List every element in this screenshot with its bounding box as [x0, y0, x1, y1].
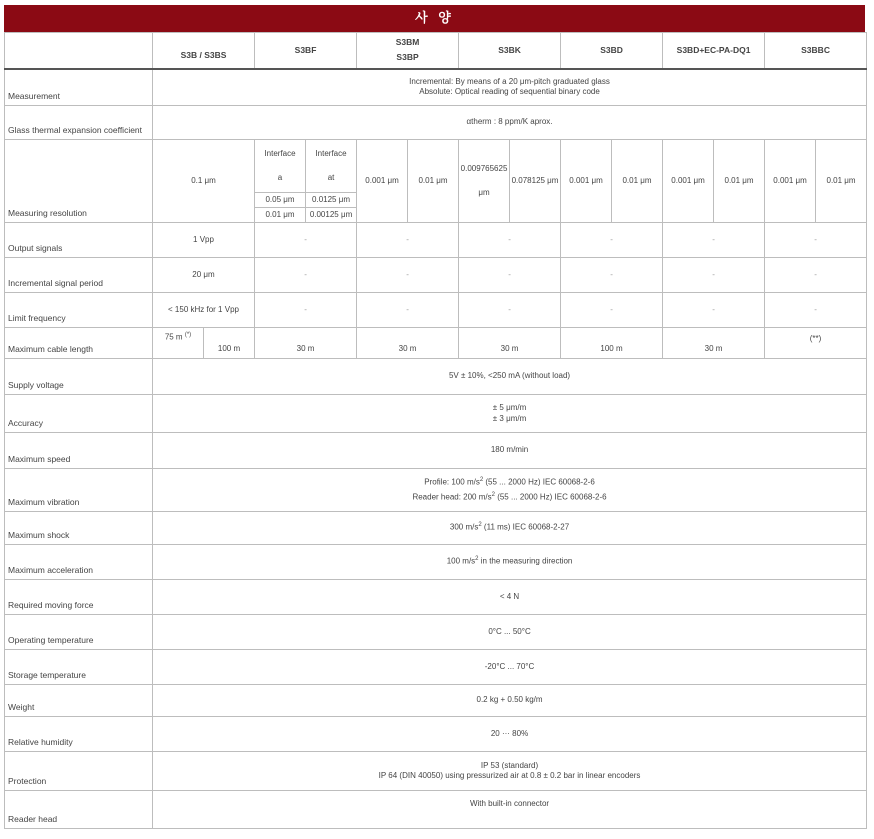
cell-text: Interface [264, 148, 296, 158]
force-value: < 4 N [153, 580, 867, 615]
resolution-s3bdec-b: 0.01 μm [714, 140, 765, 223]
row-accuracy [5, 395, 867, 433]
cable-s3bk: 30 m [459, 328, 561, 359]
vibration-line [154, 492, 865, 503]
resolution-s3b: 0.1 μm [153, 140, 255, 223]
limit-dash: - [357, 293, 459, 328]
row-measurement [5, 69, 867, 106]
resolution-s3bd-b: 0.01 μm [612, 140, 663, 223]
cable-s3bm: 30 m [357, 328, 459, 359]
cell-text: Profile: 100 m/s [424, 477, 480, 487]
resolution-s3bbc-b: 0.01 μm [816, 140, 867, 223]
row-label: Maximum cable length [5, 328, 153, 359]
row-label: Maximum vibration [5, 469, 153, 512]
row-output [5, 223, 867, 258]
spec-title-bar: 사 양 [4, 5, 865, 32]
protection-value [153, 752, 867, 791]
row-label: Measuring resolution [5, 140, 153, 223]
resolution-s3bm-a: 0.001 μm [357, 140, 408, 223]
row-thermal [5, 106, 867, 140]
supply-value: 5V ± 10%, <250 mA (without load) [153, 359, 867, 395]
row-label: Storage temperature [5, 650, 153, 685]
cable-s3bd: 100 m [561, 328, 663, 359]
cell-text: 300 m/s [449, 523, 479, 533]
header-row [5, 33, 867, 69]
resolution-s3bk-b: 0.078125 μm [510, 140, 561, 223]
col-header-s3b: S3B / S3BS [153, 33, 255, 69]
col-header-s3bf: S3BF [255, 33, 357, 69]
cell-text: 75 m [164, 332, 183, 342]
output-dash: - [765, 223, 867, 258]
resolution-s3bf-a-v1: 0.05 μm [255, 193, 306, 208]
row-label: Maximum shock [5, 512, 153, 545]
reader-value: With built-in connector [153, 791, 867, 829]
row-label: Required moving force [5, 580, 153, 615]
resolution-s3bdec-a: 0.001 μm [663, 140, 714, 223]
spec-sheet [4, 5, 865, 829]
col-header-s3bm [357, 33, 459, 69]
acceleration-value [153, 545, 867, 580]
row-supply [5, 359, 867, 395]
sttemp-value: -20°C ... 70°C [153, 650, 867, 685]
spec-table [4, 32, 867, 829]
period-dash: - [663, 258, 765, 293]
superscript: 2 [479, 476, 484, 483]
period-dash: - [765, 258, 867, 293]
row-vibration [5, 469, 867, 512]
resolution-s3bf-interface-at [306, 140, 357, 193]
superscript: 2 [491, 492, 495, 498]
row-label: Maximum speed [5, 433, 153, 469]
vibration-line [154, 477, 865, 488]
header-corner [5, 33, 153, 69]
protection-line: IP 64 (DIN 40050) using pressurized air at 0.8 ± 0.2 bar in linear encoders [378, 771, 641, 780]
cell-text: Interface [315, 148, 347, 158]
row-label: Relative humidity [5, 717, 153, 752]
limit-dash: - [663, 293, 765, 328]
limit-s3b: < 150 kHz for 1 Vpp [153, 293, 255, 328]
resolution-s3bk-a [459, 140, 510, 223]
measurement-line: Incremental: By means of a 20 μm-pitch graduated glass [409, 76, 610, 86]
resolution-s3bf-b-v1: 0.0125 μm [306, 193, 357, 208]
accuracy-line: ± 3 μm/m [492, 413, 527, 423]
output-dash: - [459, 223, 561, 258]
vibration-value [153, 469, 867, 512]
cable-s3b-a [153, 328, 204, 359]
row-label: Protection [5, 752, 153, 791]
row-resolution [5, 140, 867, 193]
row-label: Incremental signal period [5, 258, 153, 293]
row-label: Weight [5, 685, 153, 717]
cable-s3bdec: 30 m [663, 328, 765, 359]
period-dash: - [459, 258, 561, 293]
col-header-s3bbc: S3BBC [765, 33, 867, 69]
row-protection [5, 752, 867, 791]
measurement-value [153, 69, 867, 106]
row-label: Output signals [5, 223, 153, 258]
resolution-s3bm-b: 0.01 μm [408, 140, 459, 223]
limit-dash: - [561, 293, 663, 328]
col-header-s3bk: S3BK [459, 33, 561, 69]
col-header-s3bm-label: S3BM [395, 37, 420, 48]
output-s3b: 1 Vpp [153, 223, 255, 258]
protection-line: IP 53 (standard) [480, 760, 539, 770]
accuracy-line: ± 5 μm/m [492, 403, 527, 413]
col-header-s3bd: S3BD [561, 33, 663, 69]
row-speed [5, 433, 867, 469]
limit-dash: - [459, 293, 561, 328]
row-shock [5, 512, 867, 545]
measurement-line: Absolute: Optical reading of sequential binary code [419, 87, 600, 97]
row-acceleration [5, 545, 867, 580]
footnote-mark: (*) [184, 332, 192, 338]
period-dash: - [561, 258, 663, 293]
row-label: Maximum acceleration [5, 545, 153, 580]
row-force [5, 580, 867, 615]
output-dash: - [663, 223, 765, 258]
row-period [5, 258, 867, 293]
superscript: 2 [478, 522, 482, 529]
humidity-value: 20 ··· 80% [153, 717, 867, 752]
cell-text: (11 ms) IEC 60068-2-27 [481, 523, 570, 533]
resolution-s3bf-a-v2: 0.01 μm [255, 208, 306, 223]
optemp-value: 0°C ... 50°C [153, 615, 867, 650]
row-label: Operating temperature [5, 615, 153, 650]
row-label: Supply voltage [5, 359, 153, 395]
cell-text: in the measuring direction [478, 557, 573, 567]
resolution-s3bd-a: 0.001 μm [561, 140, 612, 223]
cell-text: (55 ... 2000 Hz) IEC 60068-2-6 [483, 477, 595, 487]
cell-text: a [277, 173, 283, 182]
output-dash: - [255, 223, 357, 258]
row-weight [5, 685, 867, 717]
row-label: Measurement [5, 69, 153, 106]
col-header-s3bp-label: S3BP [396, 52, 419, 63]
row-cable [5, 328, 867, 359]
resolution-s3bf-interface-a [255, 140, 306, 193]
row-sttemp [5, 650, 867, 685]
row-reader [5, 791, 867, 829]
row-label: Reader head [5, 791, 153, 829]
cell-text: 100 m/s [446, 557, 476, 567]
limit-dash: - [765, 293, 867, 328]
weight-value: 0.2 kg + 0.50 kg/m [153, 685, 867, 717]
thermal-value: αtherm : 8 ppm/K aprox. [153, 106, 867, 140]
output-dash: - [357, 223, 459, 258]
resolution-s3bf-b-v2: 0.00125 μm [306, 208, 357, 223]
cell-text: (55 ... 2000 Hz) IEC 60068-2-6 [494, 492, 607, 502]
speed-value: 180 m/min [153, 433, 867, 469]
row-label: Accuracy [5, 395, 153, 433]
row-label: Glass thermal expansion coefficient [5, 106, 153, 140]
cable-s3bf: 30 m [255, 328, 357, 359]
row-humidity [5, 717, 867, 752]
row-limit [5, 293, 867, 328]
cell-text: μm [478, 188, 490, 197]
cable-s3b-b: 100 m [204, 328, 255, 359]
row-optemp [5, 615, 867, 650]
cable-s3bbc: (**) [765, 328, 867, 359]
shock-value [153, 512, 867, 545]
period-dash: - [255, 258, 357, 293]
cell-text: at [327, 173, 335, 182]
cell-text: Reader head: 200 m/s [412, 492, 492, 502]
period-dash: - [357, 258, 459, 293]
row-label: Limit frequency [5, 293, 153, 328]
col-header-s3bd-ec: S3BD+EC-PA-DQ1 [663, 33, 765, 69]
limit-dash: - [255, 293, 357, 328]
accuracy-value [153, 395, 867, 433]
resolution-s3bbc-a: 0.001 μm [765, 140, 816, 223]
output-dash: - [561, 223, 663, 258]
period-s3b: 20 μm [153, 258, 255, 293]
superscript: 2 [475, 556, 479, 563]
cell-text: 0.009765625 [460, 163, 508, 173]
